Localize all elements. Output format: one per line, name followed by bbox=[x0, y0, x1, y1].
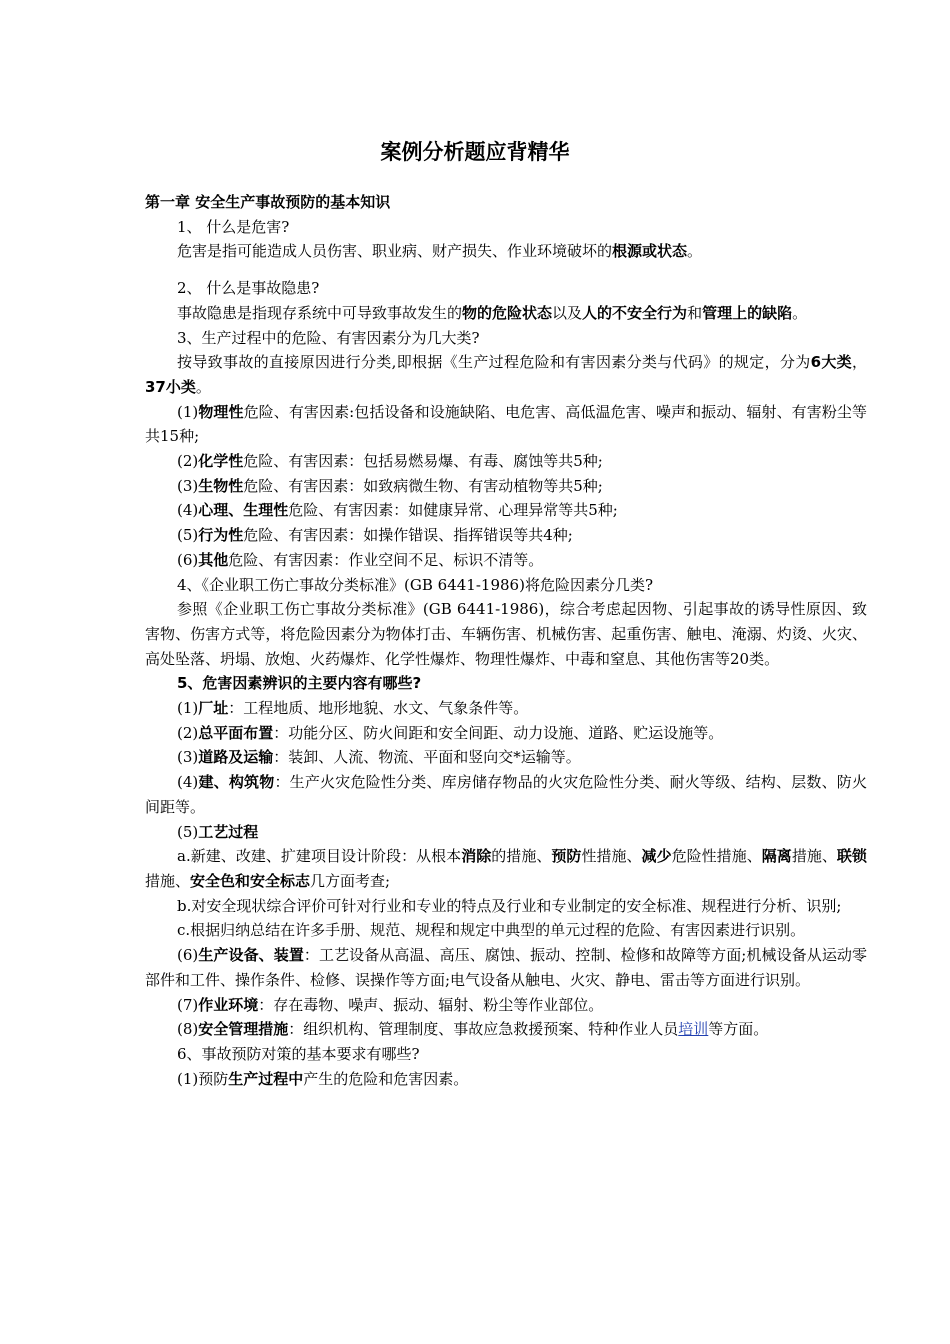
list-item: (3)生物性危险、有害因素：如致病微生物、有害动植物等共5种; bbox=[177, 476, 603, 495]
chapter-heading: 第一章 安全生产事故预防的基本知识 bbox=[145, 193, 391, 211]
list-item: (1)物理性危险、有害因素:包括设备和设施缺陷、电危害、高低温危害、噪声和振动、辐射、有害粉尘等共15种; bbox=[145, 402, 867, 446]
answer-4: 参照《企业职工伤亡事故分类标准》(GB 6441-1986)，综合考虑起因物、引起事故的诱导性原因、致害物、伤害方式等，将危险因素分为物体打击、车辆伤害、机械伤害、起重伤害、触电、淹溺、灼烫、火灾、高处坠落、坍塌、放炮、火药爆炸、化学性爆炸、物理性爆炸、中毒和窒息、其他伤害等20类。 bbox=[145, 600, 867, 668]
list-item: (2)化学性危险、有害因素：包括易燃易爆、有毒、腐蚀等共5种; bbox=[177, 452, 603, 471]
list-item: (8)安全管理措施：组织机构、管理制度、事故应急救援预案、特种作业人员培训等方面。 bbox=[177, 1020, 769, 1039]
answer-1: 危害是指可能造成人员伤害、职业病、财产损失、作业环境破坏的根源或状态。 bbox=[177, 242, 703, 261]
list-item: (2)总平面布置：功能分区、防火间距和安全间距、动力设施、道路、贮运设施等。 bbox=[177, 723, 724, 742]
question-1: 1、 什么是危害? bbox=[177, 217, 290, 236]
list-item: (6)其他危险、有害因素：作业空间不足、标识不清等。 bbox=[177, 550, 544, 569]
list-item: (6)生产设备、装置：工艺设备从高温、高压、腐蚀、振动、控制、检修和故障等方面;机械设备从运动零部件和工件、操作条件、检修、误操作等方面;电气设备从触电、火灾、静电、雷击等方面进行识别。 bbox=[145, 946, 867, 989]
list-item: (5)行为性危险、有害因素：如操作错误、指挥错误等共4种; bbox=[177, 526, 573, 545]
answer-2: 事故隐患是指现存系统中可导致事故发生的物的危险状态以及人的不安全行为和管理上的缺陷。 bbox=[177, 303, 808, 322]
list-item: (1)厂址：工程地质、地形地貌、水文、气象条件等。 bbox=[177, 699, 529, 718]
list-item: (4)建、构筑物：生产火灾危险性分类、库房储存物品的火灾危险性分类、耐火等级、结构、层数、防火间距等。 bbox=[145, 773, 867, 816]
question-5: 5、危害因素辨识的主要内容有哪些? bbox=[177, 674, 422, 693]
page-title: 案例分析题应背精华 bbox=[380, 140, 570, 164]
sub-item-c: c.根据归纳总结在许多手册、规范、规程和规定中典型的单元过程的危险、有害因素进行识别。 bbox=[177, 921, 806, 940]
document-body bbox=[145, 190, 867, 1091]
sub-item-b: b.对安全现状综合评价可针对行业和专业的特点及行业和专业制定的安全标准、规程进行分析、识别; bbox=[177, 896, 842, 915]
list-item: (1)预防生产过程中产生的危险和危害因素。 bbox=[177, 1069, 469, 1088]
list-item: (4)心理、生理性危险、有害因素：如健康异常、心理异常等共5种; bbox=[177, 501, 618, 520]
question-6: 6、事故预防对策的基本要求有哪些? bbox=[177, 1044, 420, 1063]
list-item: (5)工艺过程 bbox=[177, 822, 259, 841]
training-link[interactable]: 培训 bbox=[678, 1020, 709, 1039]
question-2: 2、 什么是事故隐患? bbox=[177, 279, 320, 298]
list-item: (3)道路及运输：装卸、人流、物流、平面和竖向交*运输等。 bbox=[177, 748, 581, 767]
question-4: 4、《企业职工伤亡事故分类标准》(GB 6441-1986)将危险因素分几类? bbox=[177, 575, 653, 594]
question-3: 3、生产过程中的危险、有害因素分为几大类? bbox=[177, 328, 480, 347]
list-item: (7)作业环境：存在毒物、噪声、振动、辐射、粉尘等作业部位。 bbox=[177, 995, 604, 1014]
answer-3: 按导致事故的直接原因进行分类,即根据《生产过程危险和有害因素分类与代码》的规定，分为6大类，37小类。 bbox=[145, 353, 867, 396]
sub-item-a: a.新建、改建、扩建项目设计阶段：从根本消除的措施、预防性措施、减少危险性措施、隔离措施、联锁措施、安全色和安全标志几方面考查; bbox=[145, 847, 867, 890]
